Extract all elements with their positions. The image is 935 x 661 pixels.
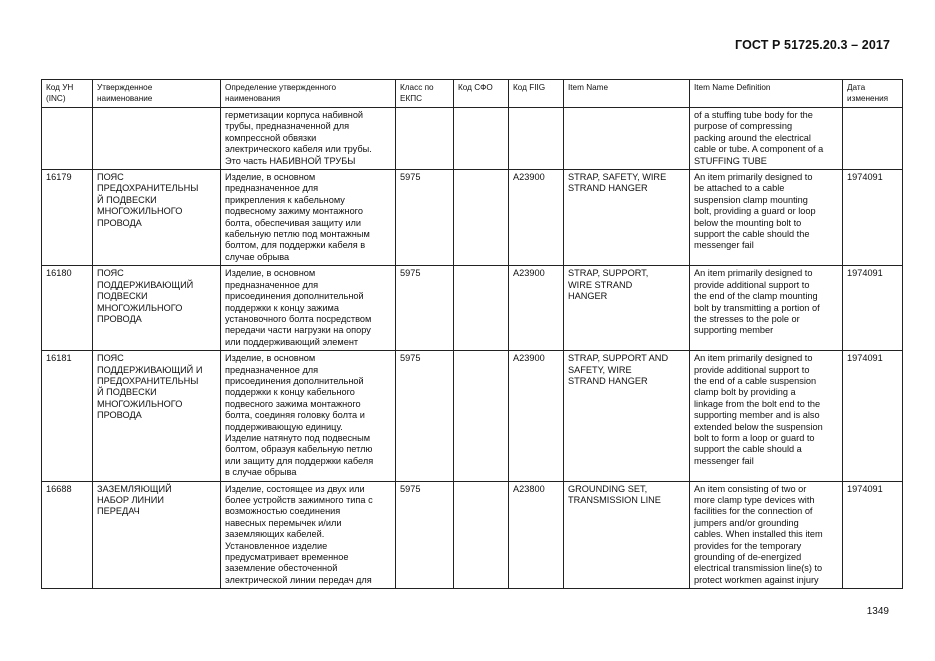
cell-date: 1974091 (843, 481, 903, 589)
table-header-row (42, 80, 903, 108)
cell-item-name: GROUNDING SET, TRANSMISSION LINE (564, 481, 690, 589)
cell-name: ПОЯС ПОДДЕРЖИВАЮЩИЙ И ПРЕДОХРАНИТЕЛЬНЫ Й ПОДВЕСКИ МНОГОЖИЛЬНОГО ПРОВОДА (93, 351, 221, 481)
table-row (42, 108, 903, 170)
cell-definition: Изделие, в основном предназначенное для присоединения дополнительной поддержки к концу кабельного подвесного зажима монтажного болта, соединяя головку болта и поддерживающую единицу. Изделие натянуто под подвесным болтом, образуя кабельную петлю или защиту для поддержки кабеля в случае обрыва (221, 351, 396, 481)
cell-sfo (454, 108, 509, 170)
cell-fiig: A23900 (509, 170, 564, 266)
cell-name: ПОЯС ПОДДЕРЖИВАЮЩИЙ ПОДВЕСКИ МНОГОЖИЛЬНОГО ПРОВОДА (93, 266, 221, 351)
cell-definition: Изделие, в основном предназначенное для присоединения дополнительной поддержки к концу зажима установочного болта посредством передачи части нагрузки на опору или поддерживающий элемент (221, 266, 396, 351)
document-code: ГОСТ Р 51725.20.3 – 2017 (735, 38, 890, 52)
cell-sfo (454, 266, 509, 351)
column-header-name: Утвержденное наименование (93, 80, 221, 108)
cell-name: ЗАЗЕМЛЯЮЩИЙ НАБОР ЛИНИИ ПЕРЕДАЧ (93, 481, 221, 589)
table-row (42, 266, 903, 351)
column-header-class: Класс по ЕКПС (396, 80, 454, 108)
cell-class: 5975 (396, 481, 454, 589)
cell-class: 5975 (396, 266, 454, 351)
cell-item-name: STRAP, SUPPORT, WIRE STRAND HANGER (564, 266, 690, 351)
nomenclature-table (41, 79, 903, 589)
cell-class: 5975 (396, 351, 454, 481)
cell-sfo (454, 351, 509, 481)
column-header-definition: Определение утвержденного наименования (221, 80, 396, 108)
cell-inc: 16179 (42, 170, 93, 266)
cell-date (843, 108, 903, 170)
cell-definition: Изделие, в основном предназначенное для прикрепления к кабельному подвесному зажиму монтажного болта, обеспечивая защиту или кабельную петлю под монтажным болтом, для поддержки кабеля в случае обрыва (221, 170, 396, 266)
cell-name: ПОЯС ПРЕДОХРАНИТЕЛЬНЫ Й ПОДВЕСКИ МНОГОЖИЛЬНОГО ПРОВОДА (93, 170, 221, 266)
column-header-item-definition: Item Name Definition (690, 80, 843, 108)
cell-item-name (564, 108, 690, 170)
cell-item-definition: of a stuffing tube body for the purpose of compressing packing around the electrical cable or tube. A component of a STUFFING TUBE (690, 108, 843, 170)
cell-name (93, 108, 221, 170)
column-header-item-name: Item Name (564, 80, 690, 108)
cell-fiig (509, 108, 564, 170)
cell-item-definition: An item primarily designed to provide additional support to the end of the clamp mounting bolt by transmitting a portion of the stresses to the pole or supporting member (690, 266, 843, 351)
cell-inc: 16181 (42, 351, 93, 481)
column-header-inc: Код УН (INC) (42, 80, 93, 108)
cell-class (396, 108, 454, 170)
cell-date: 1974091 (843, 266, 903, 351)
cell-item-definition: An item primarily designed to be attached to a cable suspension clamp mounting bolt, providing a guard or loop below the mounting bolt to support the cable should the messenger fail (690, 170, 843, 266)
cell-inc: 16688 (42, 481, 93, 589)
column-header-sfo: Код СФО (454, 80, 509, 108)
cell-sfo (454, 481, 509, 589)
cell-date: 1974091 (843, 170, 903, 266)
cell-definition: герметизации корпуса набивной трубы, предназначенной для компрессной обвязки электрического кабеля или трубы. Это часть НАБИВНОЙ ТРУБЫ (221, 108, 396, 170)
cell-item-definition: An item consisting of two or more clamp type devices with facilities for the connection of jumpers and/or grounding cables. When installed this item provides for the temporary grounding of de-energized electrical transmission line(s) to protect workmen against injury (690, 481, 843, 589)
cell-inc: 16180 (42, 266, 93, 351)
page-number: 1349 (866, 606, 889, 617)
cell-item-name: STRAP, SAFETY, WIRE STRAND HANGER (564, 170, 690, 266)
cell-item-name: STRAP, SUPPORT AND SAFETY, WIRE STRAND HANGER (564, 351, 690, 481)
cell-definition: Изделие, состоящее из двух или более устройств зажимного типа с возможностью соединения навесных перемычек и/или заземляющих кабелей. Установленное изделие предусматривает временное заземление обесточенной электрической линии передач для (221, 481, 396, 589)
column-header-fiig: Код FIIG (509, 80, 564, 108)
table-row (42, 351, 903, 481)
cell-sfo (454, 170, 509, 266)
table-row (42, 481, 903, 589)
column-header-date: Дата изменения (843, 80, 903, 108)
cell-item-definition: An item primarily designed to provide additional support to the end of a cable suspension clamp bolt by providing a linkage from the bolt end to the supporting member and is also extended below the suspension bolt to form a loop or guard to support the cable should a messenger fail (690, 351, 843, 481)
cell-fiig: A23900 (509, 351, 564, 481)
cell-fiig: A23900 (509, 266, 564, 351)
cell-fiig: A23800 (509, 481, 564, 589)
cell-class: 5975 (396, 170, 454, 266)
cell-date: 1974091 (843, 351, 903, 481)
cell-inc (42, 108, 93, 170)
table-row (42, 170, 903, 266)
